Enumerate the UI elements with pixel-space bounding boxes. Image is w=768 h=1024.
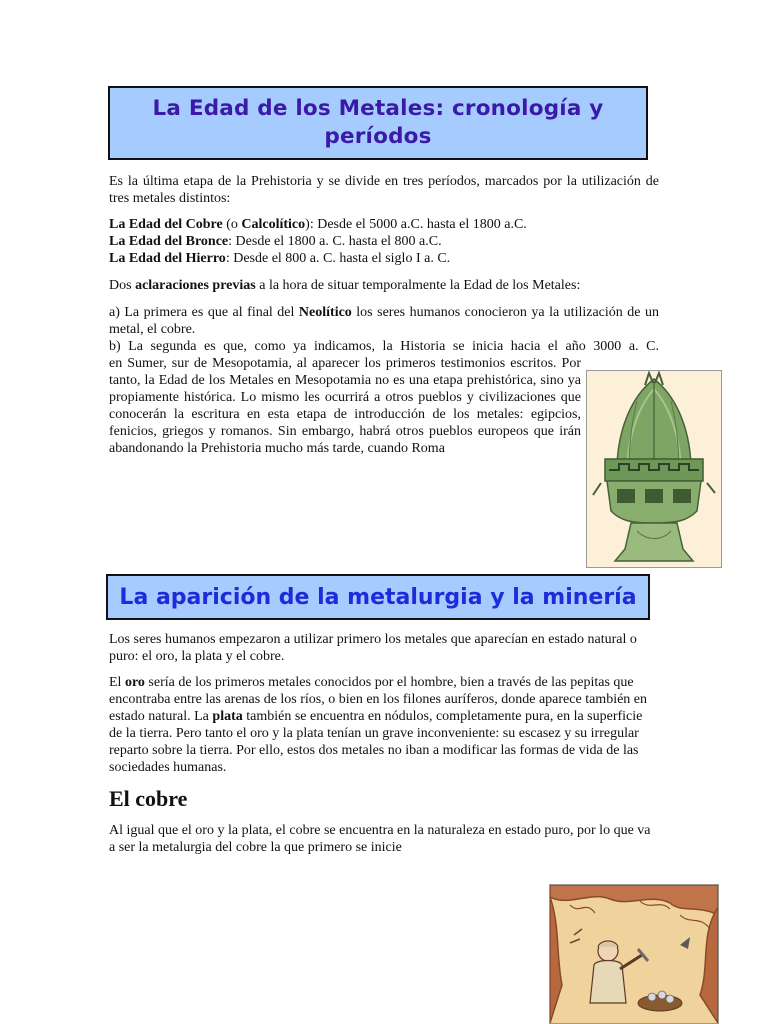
point-a-paragraph: a) La primera es que al final del Neolítico los seres humanos conocieron ya la utilización de un metal, el cobre. [109,305,659,337]
gold-silver-paragraph: El oro sería de los primeros metales conocidos por el hombre, bien a través de las pepitas que encontraba entre las arenas de los ríos, o bien en los filones auríferos, donde aparece también en estado natural. La plata también se encuentra en nódulos, completamente pura, en la superficie de la tierra. Pero tanto el oro y la plata tenían un grave inconveniente: su escasez y su irregular reparto sobre la tierra. Por ello, estos dos metales no iban a modificar las formas de vida de las sociedades humanas. [109,675,648,775]
intro-paragraph: Es la última etapa de la Prehistoria y se divide en tres períodos, marcados por la utilización de tres metales distintos: [109,174,659,206]
point-b-first-line: b) La segunda es que, como ya indicamos, la Historia se inicia hacia el año 3000 a. C. [109,339,659,354]
period-copper: La Edad del Cobre (o Calcolítico): Desde el 5000 a.C. hasta el 1800 a.C. [109,217,527,232]
page-title: La Edad de los Metales: cronología y períodos [152,96,604,149]
mining-scene-illustration [549,884,719,1024]
section-heading-metallurgy: La aparición de la metalurgia y la minería [119,584,637,610]
clarifications-paragraph: Dos aclaraciones previas a la hora de situar temporalmente la Edad de los Metales: [109,278,581,293]
copper-paragraph: Al igual que el oro y la plata, el cobre se encuentra en la naturaleza en estado puro, por lo que va a ser la metalurgia del cobre la que primero se inicie [109,823,651,855]
metal-helmet-illustration [586,370,722,568]
title-box [108,86,648,160]
metals-intro-paragraph: Los seres humanos empezaron a utilizar primero los metales que aparecían en estado natural o puro: el oro, la plata y el cobre. [109,632,637,664]
point-b-paragraph: en Sumer, sur de Mesopotamia, al aparecer los primeros testimonios escritos. Por tanto, la Edad de los Metales en Mesopotamia no es una etapa prehistórica, sino ya propiamente histórica. Lo mismo les ocurrirá a otros pueblos y civilizaciones que conocerán la escritura en esta etapa de introducción de los metales: egipcios, fenicios, griegos y romanos. Sin embargo, habrá otros pueblos europeos que irán abandonando la Prehistoria mucho más tarde, cuando Roma [109,356,581,456]
periods-list [109,216,659,267]
section-heading-copper: El cobre [109,786,188,811]
period-bronze: La Edad del Bronce: Desde el 1800 a. C. hasta el 800 a.C. [109,234,442,249]
period-iron: La Edad del Hierro: Desde el 800 a. C. hasta el siglo I a. C. [109,251,451,266]
section-heading-box [106,574,650,620]
